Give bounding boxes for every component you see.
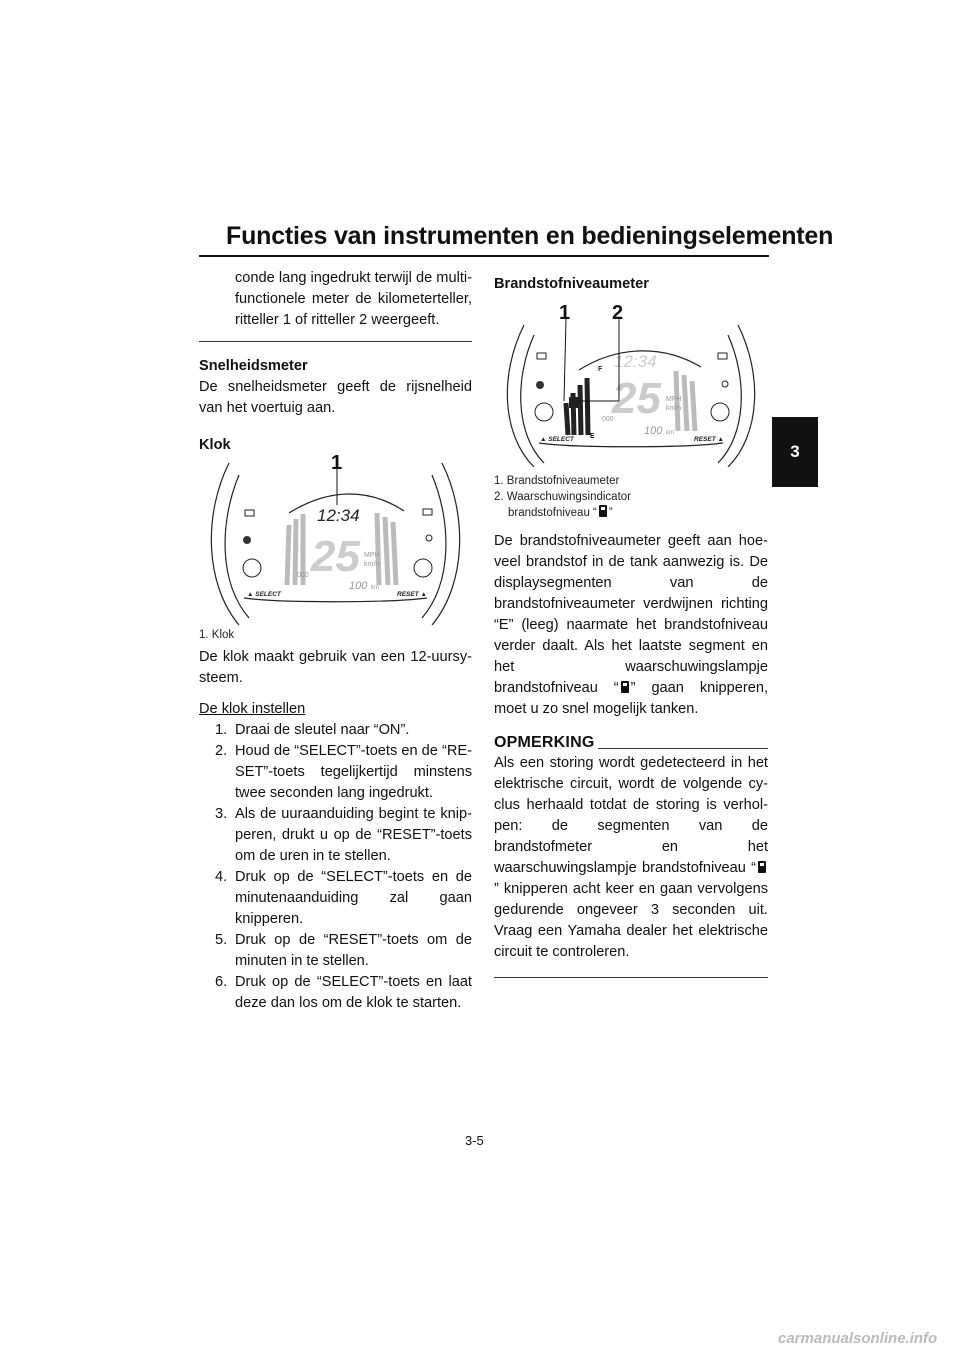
speed-readout: 25 — [311, 532, 360, 581]
odo-unit: km — [666, 430, 674, 436]
clock-readout: 12:34 — [614, 352, 657, 371]
engine-icon — [245, 510, 254, 516]
oil-icon — [426, 535, 432, 541]
page-title: Functies van instrumenten en bedieningselementen — [226, 222, 834, 250]
clock-callout: 1 — [331, 453, 343, 474]
fuel-figure — [494, 295, 768, 467]
note-rule — [598, 748, 768, 749]
clock-readout: 12:34 — [317, 506, 360, 525]
list-item: 1. Draai de sleutel naar “ON”. — [215, 722, 410, 738]
headlight-icon — [423, 509, 432, 515]
left-column — [199, 268, 472, 456]
left-column-lower — [199, 627, 472, 1014]
fuel-icon — [758, 861, 766, 873]
intro-text: conde lang ingedrukt terwijl de multifunctionele meter de kilometerteller, ritteller 1 of ritteller 2 weergeeft. — [235, 270, 472, 328]
callout-2: 2 — [612, 302, 624, 324]
odo-small: 000 — [602, 416, 614, 423]
headlight-icon — [718, 353, 727, 359]
note-header — [494, 732, 768, 753]
speed-readout: 25 — [612, 374, 661, 423]
fuel-caption-1: 1. Brandstofniveaumeter — [494, 475, 620, 487]
speedometer-heading: Snelheidsmeter — [199, 358, 308, 374]
watermark: carmanualsonline.info — [778, 1330, 938, 1347]
clock-caption: 1. Klok — [199, 629, 235, 641]
clock-steps-list — [199, 720, 472, 1014]
page-number: 3-5 — [465, 1133, 484, 1148]
list-item: 4. Druk op de “SELECT”-toets en de minutenaanduiding zal gaan knipperen. — [215, 869, 472, 927]
fuel-description: De brandstofniveaumeter geeft aan hoeveel brandstof in de tank aanwezig is. De displaysegmenten van de brandstofniveaumeter verdwijnen richting “E” (leeg) naarmate het brandstofniveau verder daalt. Als het laatste segment en het waarschuwingslampje brandstofniveau “ ” gaan knipperen, moet u zo snel mogelijk tanken. — [494, 533, 768, 717]
reset-label: RESET ▲ — [397, 591, 427, 598]
select-button-dial — [535, 403, 553, 421]
list-item: 5. Druk op de “RESET”-toets om de minuten in te stellen. — [215, 932, 472, 969]
odo-unit: km — [371, 585, 379, 591]
odo-small: 000 — [297, 572, 309, 579]
unit-kmh: km/h — [364, 561, 380, 568]
select-label: ▲ SELECT — [540, 436, 574, 443]
chapter-tab: 3 — [772, 417, 818, 487]
engine-icon — [537, 353, 546, 359]
callout-1: 1 — [559, 302, 571, 324]
clock-figure — [199, 453, 472, 628]
reset-button-dial — [414, 559, 432, 577]
warning-icon — [536, 381, 544, 389]
odo-readout: 100 — [349, 580, 368, 592]
warning-icon — [243, 536, 251, 544]
reset-button-dial — [711, 403, 729, 421]
fuel-caption-2a: 2. Waarschuwingsindicator — [494, 491, 631, 503]
list-item: 3. Als de uuraanduiding begint te knipperen, drukt u op de “RESET”-toets om de uren in te stellen. — [215, 806, 472, 864]
speedometer-text: De snelheidsmeter geeft de rijsnelheid van het voertuig aan. — [199, 379, 472, 416]
list-item: 6. Druk op de “SELECT”-toets en laat deze dan los om de klok te starten. — [215, 974, 472, 1011]
fuel-warning-icon — [569, 397, 578, 408]
clock-text: De klok maakt gebruik van een 12-uursysteem. — [199, 649, 472, 686]
fuel-icon — [599, 505, 607, 517]
select-button-dial — [243, 559, 261, 577]
right-column — [494, 473, 768, 978]
fuel-caption-2b: brandstofniveau “ ” — [508, 507, 613, 519]
reset-label: RESET ▲ — [694, 436, 724, 443]
note-end-rule — [494, 977, 768, 978]
unit-mph: MPH — [666, 396, 682, 403]
fuel-heading: Brandstofniveaumeter — [494, 276, 649, 292]
fuel-gauge-callout-line — [564, 319, 566, 401]
fuel-full-label: F — [598, 366, 603, 373]
fuel-icon — [621, 681, 629, 693]
note-text: Als een storing wordt gedetecteerd in het elektrische circuit, wordt de volgende cyclus herhaald totdat de storing is verholpen: de segmenten van de brandstofmeter en het waarschuwingslampje brandstofniveau “” knipperen acht keer en gaan vervolgens gedurende ongeveer 3 seconden uit. Vraag een Yamaha dealer het elektrische circuit te controleren. — [494, 755, 768, 960]
title-rule — [199, 255, 769, 257]
select-label: ▲ SELECT — [247, 591, 281, 598]
clock-setting-heading: De klok instellen — [199, 701, 306, 717]
note-heading: OPMERKING — [494, 734, 595, 751]
unit-mph: MPH — [364, 552, 380, 559]
list-item: 2. Houd de “SELECT”-toets en de “RESET”-toets tegelijkertijd minstens twee seconden lang ingedrukt. — [215, 743, 472, 801]
clock-heading: Klok — [199, 437, 231, 453]
oil-icon — [722, 381, 728, 387]
fuel-empty-label: E — [590, 433, 595, 440]
unit-kmh: km/h — [666, 405, 682, 412]
odo-readout: 100 — [644, 425, 663, 437]
